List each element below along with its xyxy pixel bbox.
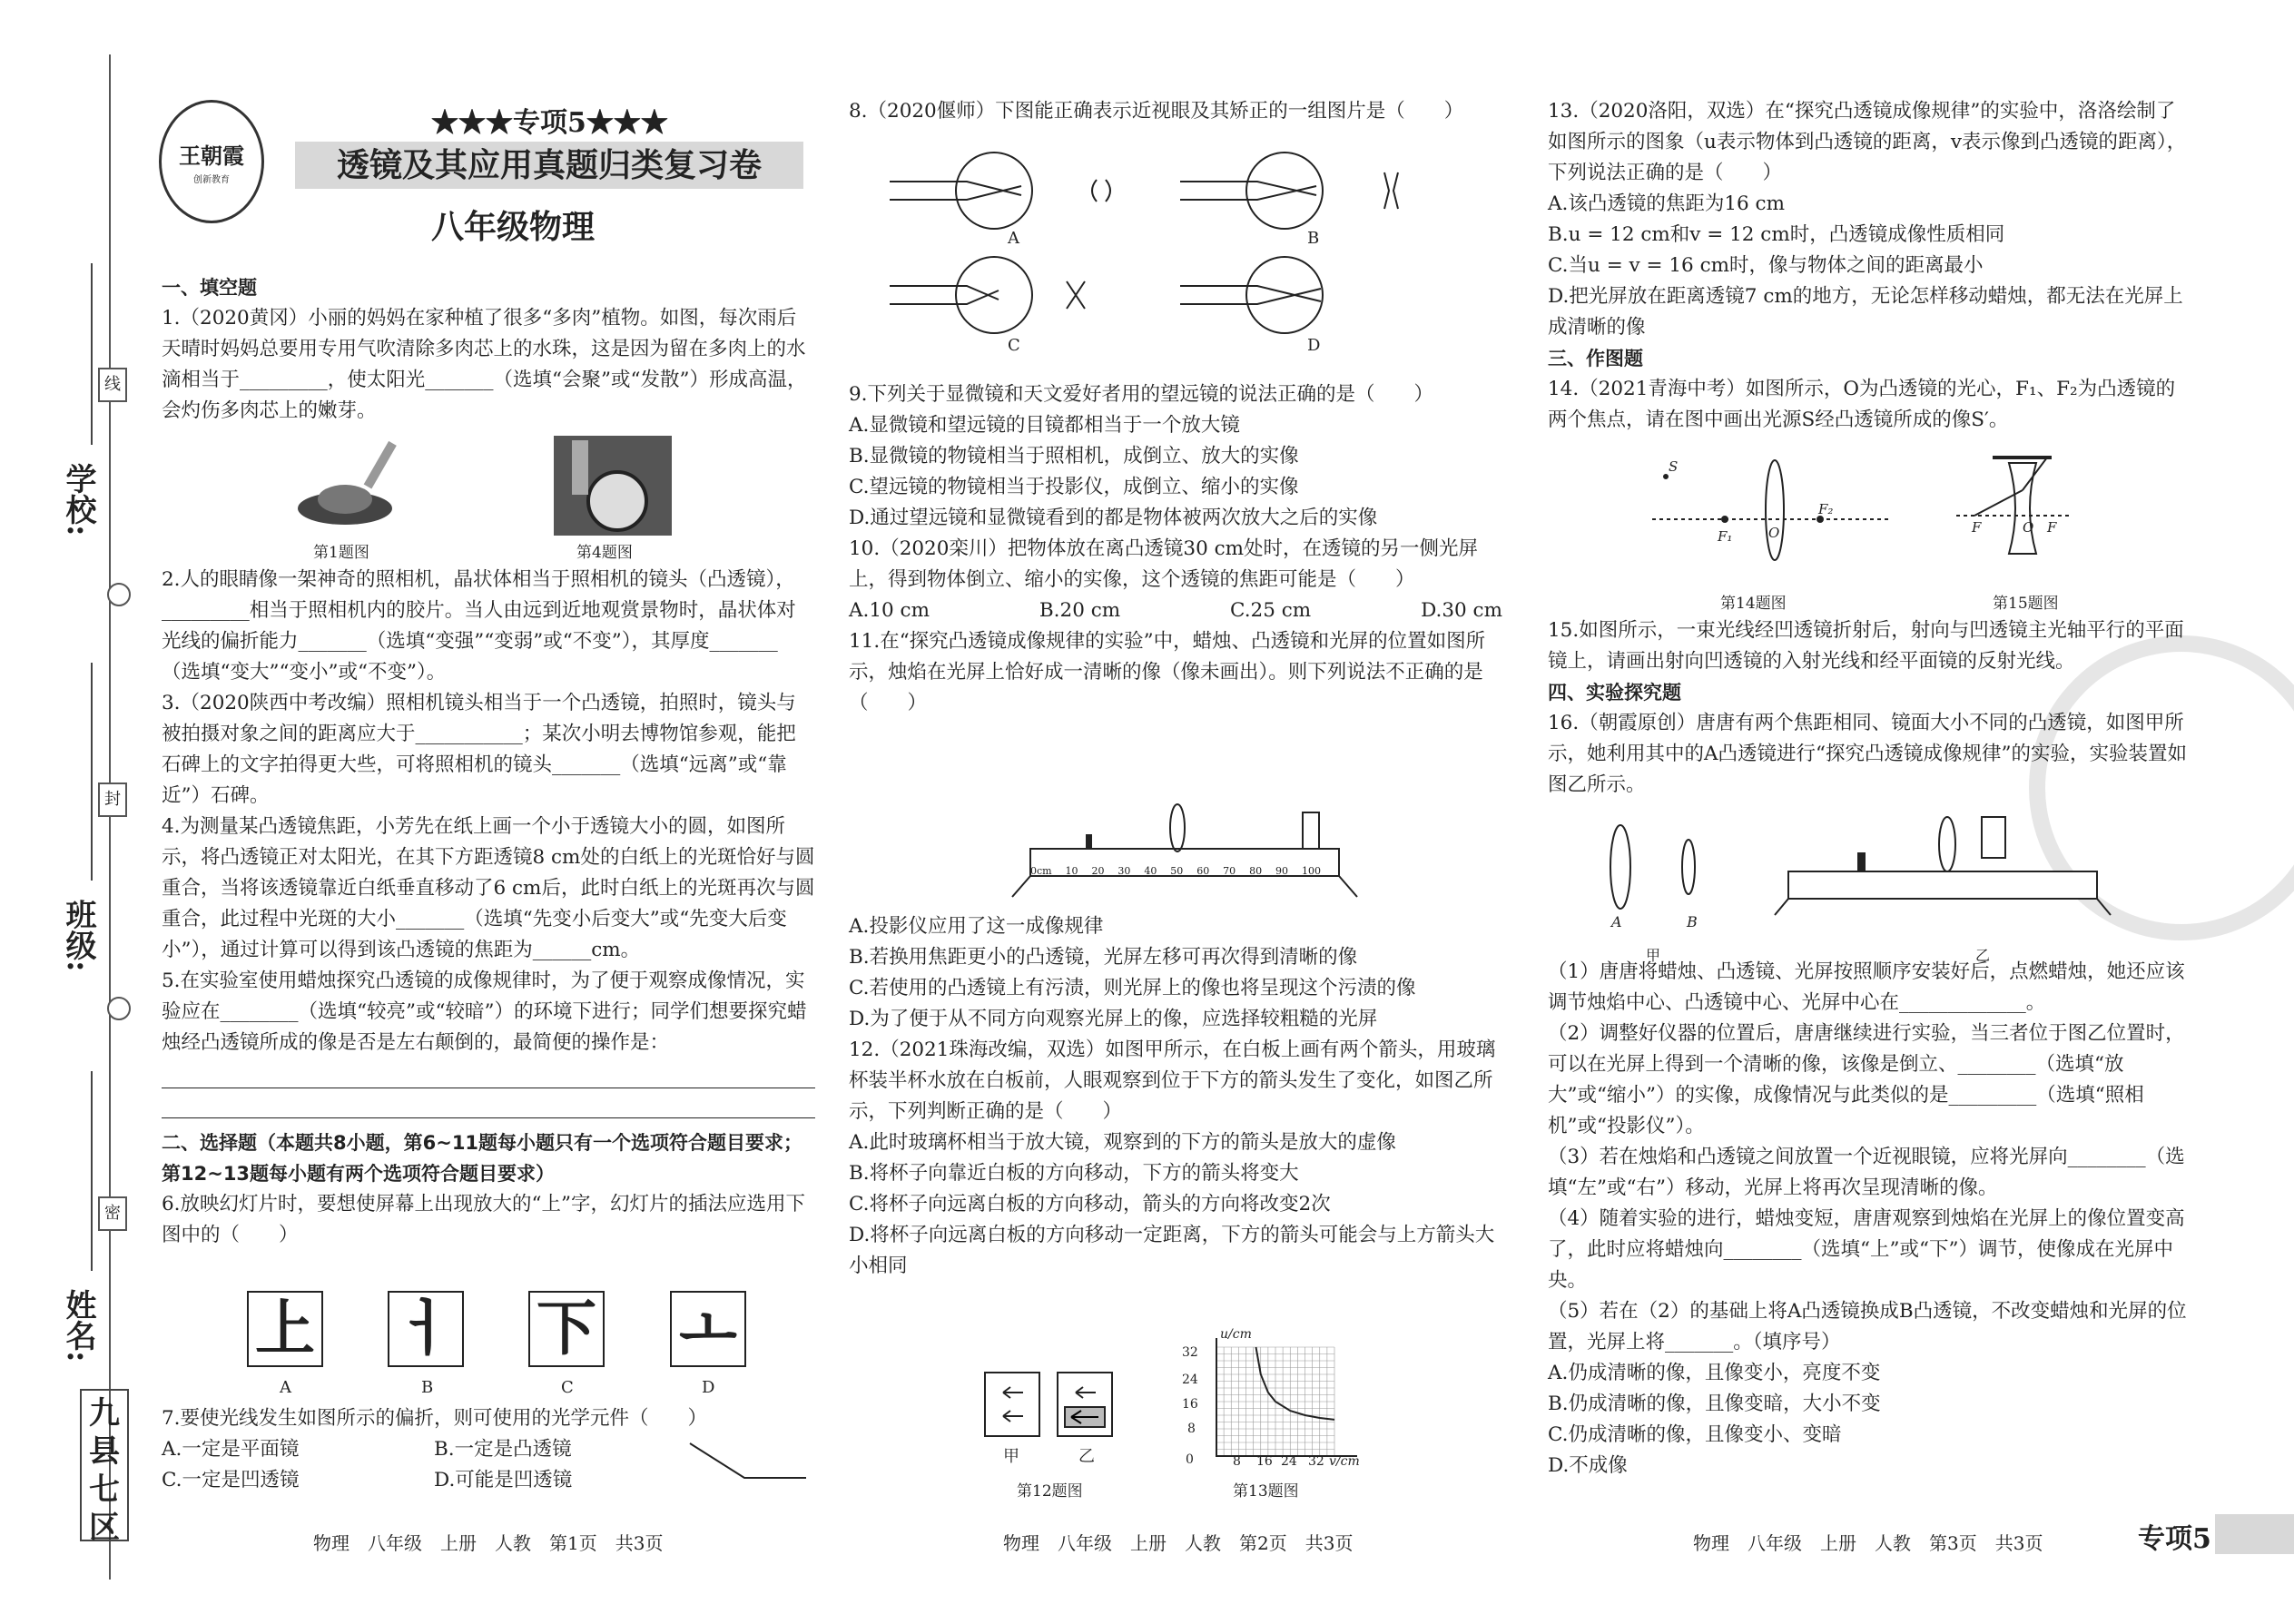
fig1-plant — [290, 436, 399, 536]
q11-bench-figure — [1003, 799, 1348, 899]
brand-logo: 王朝霞 创新教育 — [159, 100, 264, 223]
fig15-lens-mirror-figure — [1956, 454, 2074, 572]
column-3c — [1548, 957, 2192, 1481]
q8-label-d: D — [1307, 336, 1321, 355]
column-1b — [162, 565, 815, 1251]
q11-option-a: A.投影仪应用了这一成像规律 — [849, 915, 1104, 938]
question-5: 5.在实验室使用蜡烛探究凸透镜的成像规律时，为了便于观察成像情况，实验应在________（选填“较亮”或“较暗”）的环境下进行；同学们想要探究蜡烛经凸透镜所成的像是否是左右颠倒的，最简便的操作是： — [162, 969, 807, 1054]
q13-uv-chart — [1198, 1338, 1362, 1465]
fig16-label-a: A — [1611, 913, 1622, 930]
q16-part-2: （2）调整好仪器的位置后，唐唐继续进行实验，当三者位于图乙位置时，可以在光屏上得到一个清晰的像，该像是倒立、________（选填“放大”或“缩小”）的实像，成像情况与此类似的是_________（选填“照相机”或“投影仪”）。 — [1548, 1022, 2185, 1137]
q7-option-c: C.一定是凹透镜 — [162, 1469, 300, 1491]
name-underline — [91, 1071, 93, 1271]
class-label: 班级: — [60, 899, 96, 972]
question-13: 13.（2020洛阳，双选）在“探究凸透镜成像规律”的实验中，洛洛绘制了如图所示的图象（u表示物体到凸透镜的距离，v表示像到凸透镜的距离），下列说法正确的是（ ） — [1548, 100, 2187, 184]
question-12: 12.（2021珠海改编，双选）如图甲所示，在白板上画有两个箭头，用玻璃杯装半杯水放在白板前，人眼观察到位于下方的箭头发生了变化，如图乙所示，下列判断正确的是（ ） — [849, 1038, 1496, 1123]
binding-hole — [107, 997, 131, 1020]
fig16-label-jia: 甲 — [1646, 947, 1661, 964]
name-label: 姓名: — [60, 1289, 96, 1363]
q9-option-b: B.显微镜的物镜相当于照相机，成倒立、放大的实像 — [849, 445, 1299, 468]
question-4: 4.为测量某凸透镜焦距，小芳先在纸上画一个小于透镜大小的圆，如图所示，将凸透镜正对太阳光，在其下方距透镜8 cm处的白纸上的光斑恰好与圆重合，当将该透镜靠近白纸垂直移动了6 cm后，此时白纸上的光斑再次与圆重合，此过程中光斑的大小_______（选填“先变小后变大”或“先变大后变小”），通过计算可以得到该凸透镜的焦距为______cm。 — [162, 815, 815, 961]
q8-label-a: A — [1008, 229, 1019, 248]
q10-option-c: C.25 cm — [1230, 599, 1312, 622]
fig14-label-f2: F₂ — [1818, 501, 1834, 517]
question-7: 7.要使光线发生如图所示的偏折，则可使用的光学元件（ ） — [162, 1407, 708, 1430]
q10-option-b: B.20 cm — [1039, 599, 1121, 622]
chart-axes — [1216, 1338, 1357, 1456]
footer-page-1: 物理 八年级 上册 人教 第1页 共3页 — [313, 1532, 664, 1554]
q13-option-b: B.u = 12 cm和v = 12 cm时，凸透镜成像性质相同 — [1548, 223, 2005, 246]
column-2b — [849, 379, 1502, 719]
slide-option-b: ㅓ — [388, 1291, 464, 1367]
y-tick: 32 — [1182, 1345, 1198, 1360]
question-3: 3.（2020陕西中考改编）照相机镜头相当于一个凸透镜，拍照时，镜头与被拍摄对象之间的距离应大于___________；某次小明去博物馆参观，能把石碑上的文字拍得更大些，可将照相机的镜头_______（选填“远离”或“靠近”）石碑。 — [162, 692, 796, 807]
fig4-caption: 第4题图 — [576, 544, 633, 562]
section-experiment: 四、实验探究题 — [1548, 682, 1681, 704]
q10-option-a: A.10 cm — [849, 599, 930, 622]
section-drawing: 三、作图题 — [1548, 348, 1643, 369]
option-label: C — [561, 1378, 574, 1397]
x-tick: 16 — [1256, 1454, 1273, 1469]
chart-ylabel: u/cm — [1220, 1327, 1252, 1342]
q8-label-b: B — [1307, 229, 1320, 248]
class-underline — [91, 663, 93, 881]
line-mark: 线 — [98, 368, 127, 402]
answer-line[interactable] — [162, 1088, 815, 1118]
q16-option-d: D.不成像 — [1548, 1454, 1628, 1477]
x-tick: 8 — [1233, 1454, 1241, 1469]
q7-option-a: A.一定是平面镜 — [162, 1438, 300, 1461]
slide-option-c: 下 — [528, 1291, 605, 1367]
chart-origin: 0 — [1186, 1452, 1194, 1467]
column-1 — [162, 272, 815, 427]
q16-option-a: A.仍成清晰的像，且像变小，亮度不变 — [1548, 1362, 1881, 1384]
q12-arrow-figure — [985, 1373, 1121, 1436]
fig16-label-b: B — [1687, 913, 1698, 930]
q16-part-1: （1）唐唐将蜡烛、凸透镜、光屏按照顺序安装好后，点燃蜡烛，她还应该调节烛焰中心、凸透镜中心、光屏中心在_____________。 — [1548, 960, 2185, 1014]
banner-title: 透镜及其应用真题归类复习卷 — [295, 142, 803, 189]
q9-option-c: C.望远镜的物镜相当于投影仪，成倒立、缩小的实像 — [849, 476, 1299, 498]
secret-mark: 密 — [98, 1196, 127, 1231]
fig13-caption: 第13题图 — [1233, 1482, 1299, 1501]
q12-option-d: D.将杯子向远离白板的方向移动一定距离，下方的箭头可能会与上方箭头大小相同 — [849, 1224, 1495, 1277]
q13-option-c: C.当u = v = 16 cm时，像与物体之间的距离最小 — [1548, 254, 1984, 277]
question-1: 1.（2020黄冈）小丽的妈妈在家种植了很多“多肉”植物。如图，每次雨后天晴时妈妈总要用专用气吹清除多肉芯上的水珠，这是因为留在多肉上的水滴相当于_________，使太阳光_______（选填“会聚”或“发散”）形成高温，会灼伤多肉芯上的嫩芽。 — [162, 307, 807, 422]
q12-option-b: B.将杯子向靠近白板的方向移动，下方的箭头将变大 — [849, 1162, 1299, 1185]
fig4-lens-photo — [554, 436, 672, 536]
x-tick: 24 — [1281, 1454, 1297, 1469]
question-6: 6.放映幻灯片时，要想使屏幕上出现放大的“上”字，幻灯片的插法应选用下图中的（ ） — [162, 1193, 805, 1246]
q7-ray-figure — [690, 1443, 808, 1489]
q11-option-b: B.若换用焦距更小的凸透镜，光屏左移可再次得到清晰的像 — [849, 946, 1358, 969]
x-tick: 32 — [1308, 1454, 1324, 1469]
question-14: 14.（2021青海中考）如图所示，O为凸透镜的光心，F₁、F₂为凸透镜的两个焦点，请在图中画出光源S经凸透镜所成的像S′。 — [1548, 378, 2176, 431]
fig12-label-a: 甲 — [1003, 1447, 1019, 1466]
binding-line — [109, 54, 111, 1580]
column-2c — [849, 911, 1502, 1282]
footer-page-3: 物理 八年级 上册 人教 第3页 共3页 — [1693, 1532, 2043, 1554]
fig14-label-f1: F₁ — [1718, 528, 1733, 545]
fig15-label-f-left: F — [1972, 519, 1982, 536]
q12-option-a: A.此时玻璃杯相当于放大镜，观察到的下方的箭头是放大的虚像 — [849, 1131, 1396, 1154]
question-2: 2.人的眼睛像一架神奇的照相机，晶状体相当于照相机的镜头（凸透镜），_________相当于照相机内的胶片。当人由远到近地观赏景物时，晶状体对光线的偏折能力_______（选填“变强”“变弱”或“不变”），其厚度_______（选填“变大”“变小”或“不变”）。 — [162, 568, 796, 684]
option-label: A — [280, 1378, 291, 1397]
fig15-caption: 第15题图 — [1993, 595, 2059, 613]
school-underline — [91, 263, 93, 445]
binding-hole — [107, 583, 131, 606]
q8-eye-figures — [881, 145, 1498, 354]
fig12-caption: 第12题图 — [1017, 1482, 1083, 1501]
y-tick: 8 — [1187, 1422, 1196, 1436]
chart-grid — [1216, 1338, 1357, 1456]
slide-option-d: ㅗ — [670, 1291, 746, 1367]
fig14-label-o: O — [1768, 525, 1780, 541]
q9-option-d: D.通过望远镜和显微镜看到的都是物体被两次放大之后的实像 — [849, 507, 1378, 529]
binding-strip — [0, 0, 163, 1624]
special-title: ★★★专项5★★★ — [431, 107, 668, 139]
page-tag: 专项5 — [2138, 1523, 2211, 1555]
fig14-caption: 第14题图 — [1720, 595, 1787, 613]
fig1-caption: 第1题图 — [313, 544, 369, 562]
fig16-bench-figure — [1775, 808, 2120, 917]
question-9: 9.下列关于显微镜和天文爱好者用的望远镜的说法正确的是（ ） — [849, 383, 1434, 406]
option-label: B — [421, 1378, 434, 1397]
header — [159, 100, 812, 254]
q12-option-c: C.将杯子向远离白板的方向移动，箭头的方向将改变2次 — [849, 1193, 1331, 1216]
q8-label-c: C — [1008, 336, 1020, 355]
question-7-block — [162, 1403, 706, 1496]
slide-option-a: 上 — [247, 1291, 323, 1367]
q16-part-3: （3）若在烛焰和凸透镜之间放置一个近视眼镜，应将光屏向________（选填“左”或“右”）移动，光屏上将再次呈现清晰的像。 — [1548, 1146, 2185, 1199]
q9-option-a: A.显微镜和望远镜的目镜都相当于一个放大镜 — [849, 414, 1240, 437]
q11-option-d: D.为了便于从不同方向观察光屏上的像，应选择较粗糙的光屏 — [849, 1008, 1378, 1030]
option-label: D — [702, 1378, 715, 1397]
column-3b — [1548, 615, 2192, 801]
column-2 — [849, 96, 1502, 127]
tag-strip — [2215, 1514, 2294, 1554]
q11-option-c: C.若使用的凸透镜上有污渍，则光屏上的像也将呈现这个污渍的像 — [849, 977, 1416, 999]
q10-option-d: D.30 cm — [1421, 599, 1502, 622]
region-box: 九县七区 — [80, 1389, 129, 1541]
y-tick: 24 — [1182, 1373, 1198, 1387]
column-3 — [1548, 96, 2192, 436]
fig16-lenses-ab — [1602, 822, 1702, 912]
fig12-label-b: 乙 — [1078, 1447, 1095, 1466]
q16-option-c: C.仍成清晰的像，且像变小、变暗 — [1548, 1423, 1842, 1446]
fig14-label-s: S — [1669, 458, 1679, 475]
fig15-label-f-right: F — [2047, 519, 2057, 536]
fig15-label-o: O — [2023, 519, 2034, 536]
question-11: 11.在“探究凸透镜成像规律的实验”中，蜡烛、凸透镜和光屏的位置如图所示，烛焰在光屏上恰好成一清晰的像（像未画出）。则下列说法不正确的是（ ） — [849, 630, 1486, 714]
q13-option-a: A.该凸透镜的焦距为16 cm — [1548, 192, 1785, 215]
subtitle: 八年级物理 — [431, 208, 596, 246]
section-choice: 二、选择题（本题共8小题，第6~11题每小题只有一个选项符合题目要求；第12~13题每小题有两个选项符合题目要求） — [162, 1132, 803, 1185]
footer-page-2: 物理 八年级 上册 人教 第2页 共3页 — [1003, 1532, 1354, 1554]
question-10: 10.（2020栾川）把物体放在离凸透镜30 cm处时，在透镜的另一侧光屏上，得到物体倒立、缩小的实像，这个透镜的焦距可能是（ ） — [849, 537, 1479, 591]
chart-xlabel: v/cm — [1329, 1454, 1360, 1469]
q7-option-b: B.一定是凸透镜 — [434, 1438, 572, 1461]
q13-option-d: D.把光屏放在距离透镜7 cm的地方，无论怎样移动蜡烛，都无法在光屏上成清晰的像 — [1548, 285, 2183, 339]
q7-option-d: D.可能是凹透镜 — [434, 1469, 573, 1491]
q16-option-b: B.仍成清晰的像，且像变暗，大小不变 — [1548, 1393, 1881, 1415]
section-fill: 一、填空题 — [162, 277, 257, 299]
question-8: 8.（2020偃师）下图能正确表示近视眼及其矫正的一组图片是（ ） — [849, 100, 1464, 123]
question-16: 16.（朝霞原创）唐唐有两个焦距相同、镜面大小不同的凸透镜，如图甲所示，她利用其中的A凸透镜进行“探究凸透镜成像规律”的实验，实验装置如图乙所示。 — [1548, 712, 2188, 796]
school-label: 学校: — [60, 463, 96, 536]
chart-series-curve — [1256, 1347, 1335, 1420]
y-tick: 16 — [1182, 1397, 1198, 1412]
seal-mark: 封 — [98, 782, 127, 817]
q16-part-4: （4）随着实验的进行，蜡烛变短，唐唐观察到烛焰在光屏上的像位置变高了，此时应将蜡烛向________（选填“上”或“下”）调节，使像成在光屏中央。 — [1548, 1207, 2185, 1292]
question-15: 15.如图所示，一束光线经凹透镜折射后，射向与凹透镜主光轴平行的平面镜上，请画出射向凹透镜的入射光线和经平面镜的反射光线。 — [1548, 619, 2184, 673]
fig16-label-yi: 乙 — [1975, 947, 1991, 964]
q11-ruler-ticks: 0cm 10 20 30 40 50 60 70 80 90 100 — [1030, 865, 1321, 877]
answer-line[interactable] — [162, 1058, 815, 1088]
q16-part-5: （5）若在（2）的基础上将A凸透镜换成B凸透镜，不改变蜡烛和光屏的位置，光屏上将_______。（填序号） — [1548, 1300, 2187, 1353]
